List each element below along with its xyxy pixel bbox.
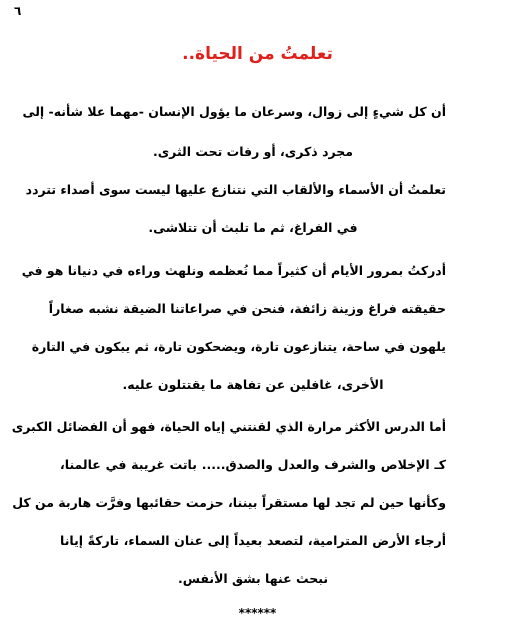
paragraph-2	[25, 171, 446, 247]
text-line: كـ الإخلاص والشرف والعدل والصدق..... باتت غريبة في عالمنا،	[60, 457, 446, 472]
page-title: تعلمتُ من الحياة..	[182, 44, 333, 64]
text-line: وكأنها حين لم تجد لها مستقراً بيننا، حزمت حقائبها وفرَّت هاربة من كل	[12, 495, 446, 510]
section-separator: ******	[238, 606, 277, 620]
text-line: أرجاء الأرض المترامية، لتصعد بعيداً إلى عنان السماء، تاركةً إيانا	[60, 533, 446, 548]
text-line: نبحث عنها بشق الأنفس.	[177, 571, 329, 586]
text-line: أما الدرس الأكثر مرارة الذي لقنتني إياه الحياة، فهو أن الفضائل الكبرى	[11, 419, 446, 434]
text-line: في الفراغ، ثم ما تلبث أن تتلاشى.	[148, 220, 358, 235]
paragraph-4	[11, 408, 446, 598]
page-number: ٦	[14, 4, 22, 18]
paragraph-1	[22, 92, 446, 172]
text-line: أدركتُ بمرور الأيام أن كثيراً مما نُعظمه ونلهث وراءه في دنيانا هو في	[21, 263, 446, 278]
text-line: أن كل شيءٍ إلى زوال، وسرعان ما يؤول الإنسان -مهما علا شأنه- إلى	[22, 104, 446, 119]
text-line: حقيقته فراغ وزينة زائفة، فنحن في صراعاتنا الضيقة نشبه صغاراً	[48, 301, 446, 316]
text-line: يلهون في ساحة، يتنازعون تارة، ويضحكون تارة، ثم يبكون في التارة	[31, 339, 446, 354]
text-line: الأخرى، غافلين عن تفاهة ما يقتتلون عليه.	[122, 377, 384, 392]
text-line: مجرد ذكرى، أو رفات تحت الثرى.	[152, 144, 354, 159]
text-line: تعلمتُ أن الأسماء والألقاب التي نتنازع عليها ليست سوى أصداء تتردد	[25, 182, 446, 197]
paragraph-3	[21, 252, 446, 404]
